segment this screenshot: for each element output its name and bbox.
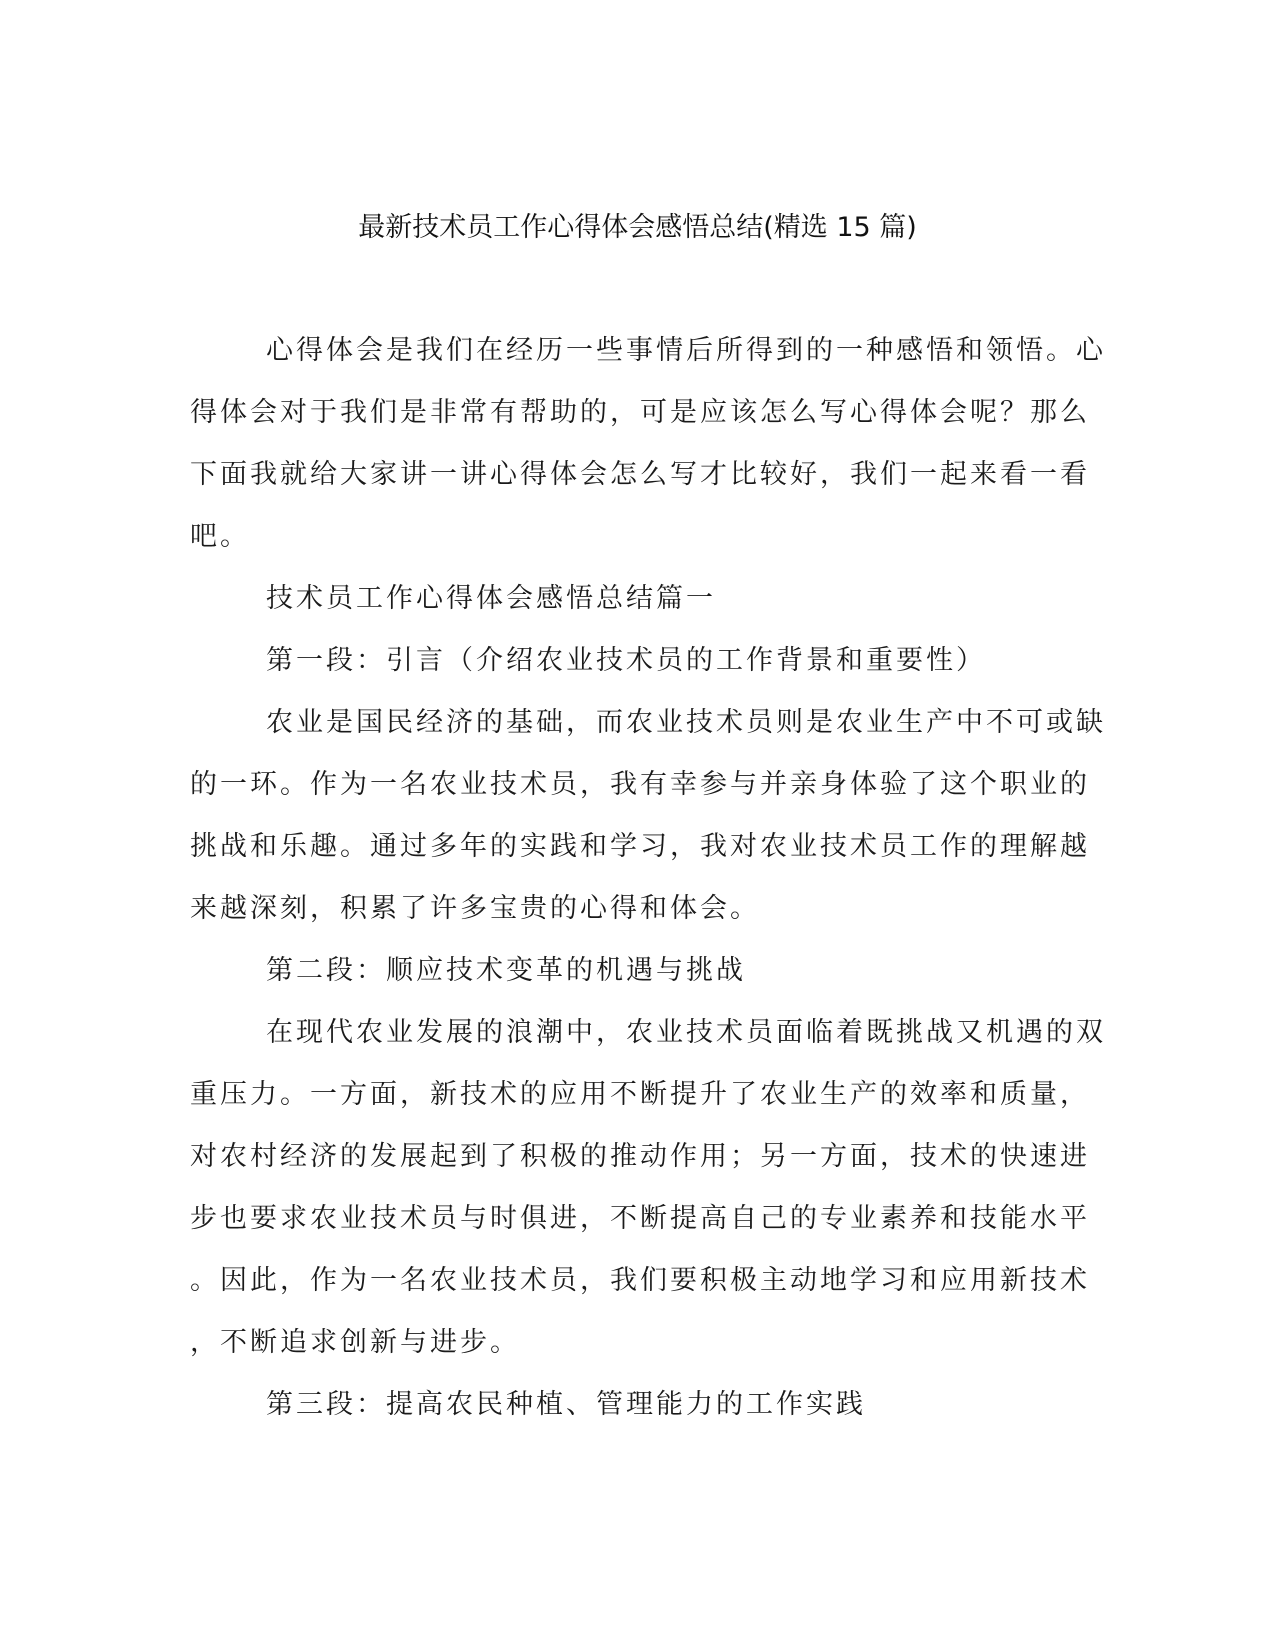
part2-paragraph: [190, 1002, 1106, 1374]
document-body: [190, 320, 1106, 1436]
document-title: 最新技术员工作心得体会感悟总结(精选 15 篇): [358, 212, 917, 243]
text-line: 对农村经济的发展起到了积极的推动作用；另一方面，技术的快速进: [190, 1141, 1090, 1172]
text-line: 。因此，作为一名农业技术员，我们要积极主动地学习和应用新技术: [190, 1265, 1090, 1296]
section-heading: 技术员工作心得体会感悟总结篇一: [266, 583, 716, 614]
part1-paragraph: [190, 692, 1106, 940]
text-line: 重压力。一方面，新技术的应用不断提升了农业生产的效率和质量，: [190, 1079, 1090, 1110]
text-line: 在现代农业发展的浪潮中，农业技术员面临着既挑战又机遇的双: [266, 1017, 1106, 1048]
part2-heading: 第二段：顺应技术变革的机遇与挑战: [266, 955, 746, 986]
text-line: 的一环。作为一名农业技术员，我有幸参与并亲身体验了这个职业的: [190, 769, 1090, 800]
text-line: 步也要求农业技术员与时俱进，不断提高自己的专业素养和技能水平: [190, 1203, 1090, 1234]
part3-heading: 第三段：提高农民种植、管理能力的工作实践: [266, 1389, 866, 1420]
text-line: 来越深刻，积累了许多宝贵的心得和体会。: [190, 893, 760, 924]
text-line: 农业是国民经济的基础，而农业技术员则是农业生产中不可或缺: [266, 707, 1106, 738]
intro-paragraph: [190, 320, 1106, 568]
text-line: 挑战和乐趣。通过多年的实践和学习，我对农业技术员工作的理解越: [190, 831, 1090, 862]
part1-heading: 第一段：引言（介绍农业技术员的工作背景和重要性）: [266, 645, 986, 676]
text-line: ，不断追求创新与进步。: [190, 1327, 520, 1358]
text-line: 得体会对于我们是非常有帮助的，可是应该怎么写心得体会呢？那么: [190, 397, 1090, 428]
text-line: 下面我就给大家讲一讲心得体会怎么写才比较好，我们一起来看一看: [190, 459, 1090, 490]
text-line: 心得体会是我们在经历一些事情后所得到的一种感悟和领悟。心: [266, 335, 1106, 366]
text-line: 吧。: [190, 521, 250, 552]
